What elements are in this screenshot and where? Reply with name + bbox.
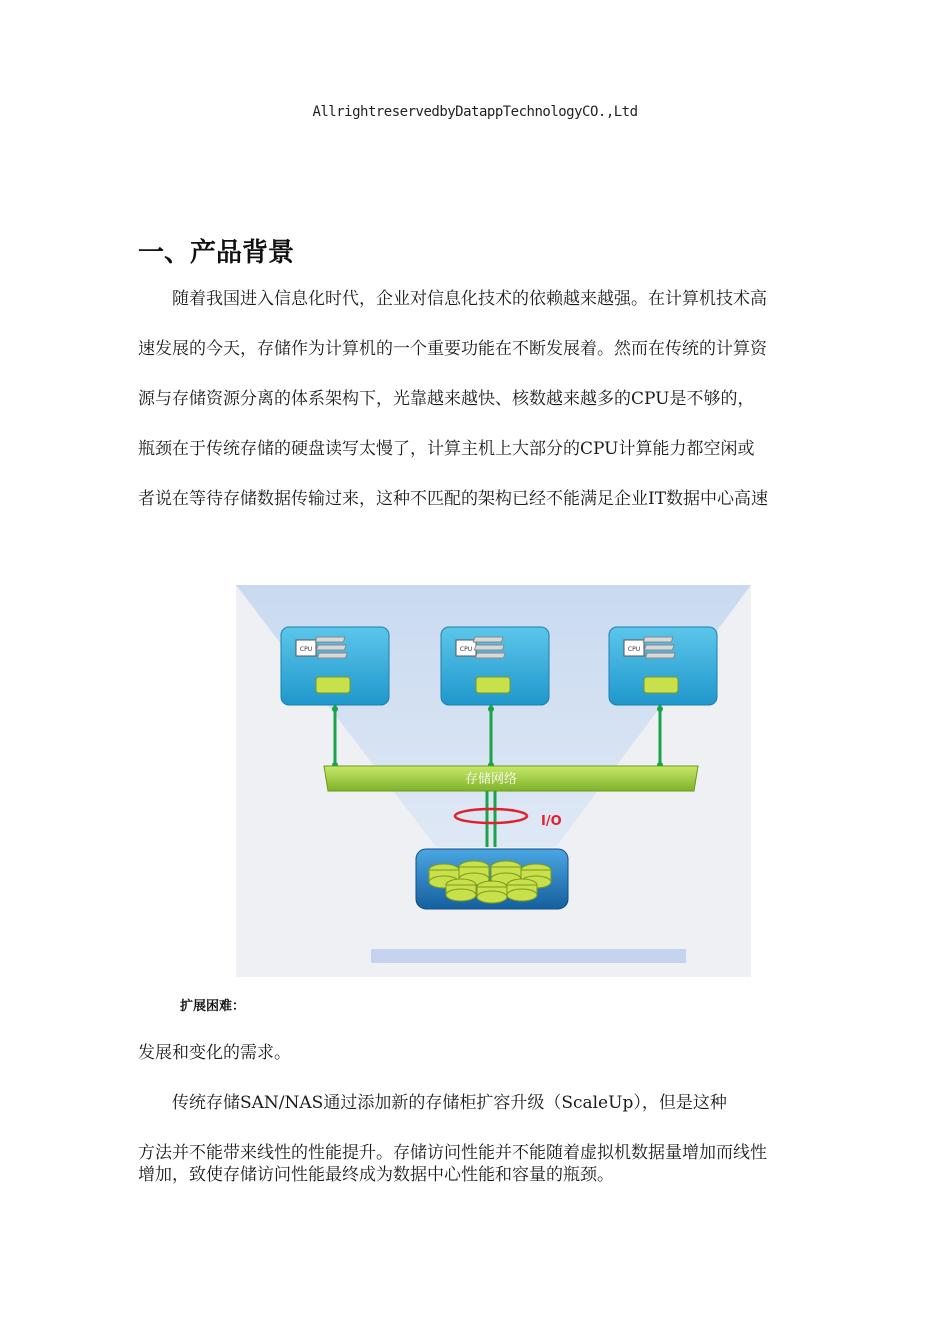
- section-heading: 一、产品背景: [138, 238, 295, 268]
- storage-network-bar: [324, 766, 698, 791]
- expansion-heading: 扩展困难：: [180, 999, 246, 1014]
- storage-network-label: 存储网络: [464, 772, 518, 787]
- disk-icon: [644, 677, 678, 693]
- compute-server-3: [609, 627, 717, 705]
- storage-array: [416, 849, 568, 909]
- blurred-caption-strip: [371, 949, 686, 963]
- memory-modules-icon: [315, 637, 347, 658]
- cpu-label: CPU: [627, 646, 641, 653]
- memory-modules-icon: [473, 637, 505, 658]
- paragraph-line: 瓶颈在于传统存储的硬盘读写太慢了，计算主机上大部分的CPU计算能力都空闲或: [138, 439, 755, 459]
- cpu-label: CPU: [299, 646, 313, 653]
- background-paragraph: [138, 274, 818, 524]
- paragraph-line: 速发展的今天，存储作为计算机的一个重要功能在不断发展着。然而在传统的计算资: [138, 339, 767, 359]
- copyright-notice: AllrightreservedbyDatappTechnologyCO.,Ltd: [312, 104, 638, 120]
- scaleup-paragraph-line-2: 方法并不能带来线性的性能提升。存储访问性能并不能随着虚拟机数据量增加而线性: [138, 1143, 767, 1163]
- io-label: I/O: [541, 814, 562, 829]
- compute-server-2: [441, 627, 549, 705]
- paragraph-line: 随着我国进入信息化时代，企业对信息化技术的依赖越来越强。在计算机技术高: [172, 289, 767, 309]
- paragraph-tail: 发展和变化的需求。: [138, 1043, 291, 1063]
- disk-icon: [476, 677, 510, 693]
- storage-architecture-diagram: [236, 585, 751, 977]
- scaleup-paragraph-line-1: 传统存储SAN/NAS通过添加新的存储柜扩容升级（ScaleUp），但是这种: [172, 1093, 727, 1113]
- scaleup-paragraph-line-3: 增加，致使存储访问性能最终成为数据中心性能和容量的瓶颈。: [138, 1165, 614, 1185]
- compute-server-1: [281, 627, 389, 705]
- paragraph-line: 者说在等待存储数据传输过来，这种不匹配的架构已经不能满足企业IT数据中心高速: [138, 489, 769, 509]
- disk-icon: [316, 677, 350, 693]
- paragraph-line: 源与存储资源分离的体系架构下，光靠越来越快、核数越来越多的CPU是不够的，: [138, 389, 755, 409]
- cpu-label: CPU: [459, 646, 473, 653]
- memory-modules-icon: [643, 637, 675, 658]
